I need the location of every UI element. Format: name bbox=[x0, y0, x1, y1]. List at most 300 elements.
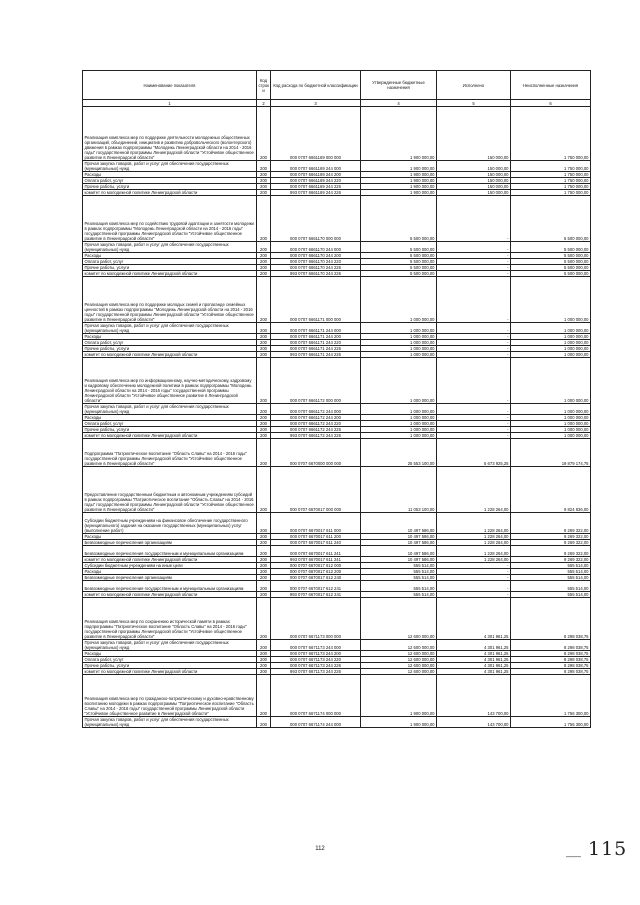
row-approved-amount: 11 053 100,00 bbox=[361, 467, 437, 513]
row-executed-amount: - bbox=[437, 346, 511, 352]
row-executed-amount: 4 301 961,25 bbox=[437, 598, 511, 640]
header-budget-code: Код расхода по бюджетной классификации bbox=[271, 71, 361, 100]
row-budget-code: 000 0707 6661172 000 000 bbox=[271, 358, 361, 404]
row-line-code: 200 bbox=[257, 196, 271, 242]
row-indicator-name: Прочие работы, услуги bbox=[83, 265, 257, 271]
header-unexecuted: Неисполненные назначения bbox=[511, 71, 591, 100]
row-executed-amount: - bbox=[437, 323, 511, 334]
row-executed-amount: 4 301 961,25 bbox=[437, 657, 511, 663]
row-budget-code: 000 0707 6670017 612 200 bbox=[271, 569, 361, 575]
table-row bbox=[83, 196, 591, 242]
row-executed-amount: 4 301 961,25 bbox=[437, 669, 511, 675]
row-approved-amount: 12 600 000,00 bbox=[361, 657, 437, 663]
row-executed-amount: 150 000,00 bbox=[437, 190, 511, 196]
row-approved-amount: 10 497 586,00 bbox=[361, 557, 437, 563]
row-unexecuted-amount: 555 514,00 bbox=[511, 569, 591, 575]
table-row bbox=[83, 640, 591, 651]
row-budget-code: 000 0707 6670017 000 000 bbox=[271, 467, 361, 513]
row-executed-amount: 4 301 961,25 bbox=[437, 651, 511, 657]
row-indicator-name: комитет по молодежной политике Ленинградской области bbox=[83, 271, 257, 277]
row-line-code: 200 bbox=[257, 651, 271, 657]
row-indicator-name: Прочие работы, услуги bbox=[83, 184, 257, 190]
row-approved-amount: 5 500 000,00 bbox=[361, 265, 437, 271]
table-row bbox=[83, 404, 591, 415]
row-line-code: 200 bbox=[257, 669, 271, 675]
row-approved-amount: 1 900 000,00 bbox=[361, 184, 437, 190]
row-line-code: 200 bbox=[257, 259, 271, 265]
row-executed-amount: - bbox=[437, 196, 511, 242]
row-budget-code: 000 0707 6661170 000 000 bbox=[271, 196, 361, 242]
row-unexecuted-amount: 5 500 000,00 bbox=[511, 259, 591, 265]
row-executed-amount: - bbox=[437, 433, 511, 439]
row-approved-amount: 1 000 000,00 bbox=[361, 340, 437, 346]
row-approved-amount: 12 600 000,00 bbox=[361, 669, 437, 675]
row-executed-amount: - bbox=[437, 277, 511, 323]
row-budget-code: 993 0707 6661169 244 226 bbox=[271, 190, 361, 196]
row-approved-amount: 1 900 000,00 bbox=[361, 675, 437, 717]
row-line-code: 200 bbox=[257, 190, 271, 196]
row-budget-code: 000 0707 6671173 244 200 bbox=[271, 651, 361, 657]
row-line-code: 200 bbox=[257, 598, 271, 640]
table-row bbox=[83, 358, 591, 404]
row-line-code: 200 bbox=[257, 513, 271, 534]
row-executed-amount: - bbox=[437, 563, 511, 569]
row-unexecuted-amount: 1 750 000,00 bbox=[511, 107, 591, 161]
row-indicator-name: Оплата работ, услуг bbox=[83, 657, 257, 663]
row-indicator-name: комитет по молодежной политике Ленинградской области bbox=[83, 352, 257, 358]
row-approved-amount: 1 000 000,00 bbox=[361, 433, 437, 439]
row-budget-code: 000 0707 6661170 244 200 bbox=[271, 253, 361, 259]
row-indicator-name: Прочая закупка товаров, работ и услуг для обеспечения государственных (муниципальных) нужд bbox=[83, 404, 257, 415]
row-executed-amount: - bbox=[437, 259, 511, 265]
row-budget-code: 000 0707 6661170 244 226 bbox=[271, 265, 361, 271]
row-executed-amount: 1 228 264,00 bbox=[437, 546, 511, 557]
row-executed-amount: 1 228 264,00 bbox=[437, 557, 511, 563]
row-unexecuted-amount: 8 298 038,75 bbox=[511, 657, 591, 663]
row-indicator-name: Расходы bbox=[83, 253, 257, 259]
row-line-code: 200 bbox=[257, 340, 271, 346]
row-budget-code: 993 0707 6661172 244 226 bbox=[271, 433, 361, 439]
row-approved-amount: 555 514,00 bbox=[361, 569, 437, 575]
row-approved-amount: 10 497 586,00 bbox=[361, 513, 437, 534]
row-executed-amount: 1 228 264,00 bbox=[437, 540, 511, 546]
row-indicator-name: Прочие работы, услуги bbox=[83, 663, 257, 669]
row-line-code: 200 bbox=[257, 265, 271, 271]
row-unexecuted-amount: 1 750 000,00 bbox=[511, 178, 591, 184]
row-indicator-name: Прочая закупка товаров, работ и услуг для обеспечения государственных (муниципальных) нужд bbox=[83, 161, 257, 172]
row-approved-amount: 555 514,00 bbox=[361, 581, 437, 592]
row-approved-amount: 1 000 000,00 bbox=[361, 421, 437, 427]
row-budget-code: 000 0707 6661172 244 000 bbox=[271, 404, 361, 415]
row-approved-amount: 5 500 000,00 bbox=[361, 196, 437, 242]
row-executed-amount: - bbox=[437, 575, 511, 581]
row-budget-code: 993 0707 6671173 244 226 bbox=[271, 669, 361, 675]
row-line-code: 200 bbox=[257, 161, 271, 172]
row-budget-code: 000 0707 6670017 611 241 bbox=[271, 546, 361, 557]
row-line-code: 200 bbox=[257, 675, 271, 717]
row-indicator-name: Оплата работ, услуг bbox=[83, 178, 257, 184]
row-approved-amount: 1 000 000,00 bbox=[361, 323, 437, 334]
row-approved-amount: 1 900 000,00 bbox=[361, 161, 437, 172]
table-row bbox=[83, 107, 591, 161]
row-budget-code: 000 0707 6671173 000 000 bbox=[271, 598, 361, 640]
row-executed-amount: - bbox=[437, 358, 511, 404]
row-line-code: 200 bbox=[257, 540, 271, 546]
row-indicator-name: Оплата работ, услуг bbox=[83, 259, 257, 265]
row-unexecuted-amount: 1 000 000,00 bbox=[511, 277, 591, 323]
row-executed-amount: - bbox=[437, 253, 511, 259]
row-budget-code: 000 0707 6670017 612 000 bbox=[271, 563, 361, 569]
table-body bbox=[83, 107, 591, 728]
row-approved-amount: 12 600 000,00 bbox=[361, 640, 437, 651]
row-unexecuted-amount: 9 269 322,00 bbox=[511, 534, 591, 540]
row-indicator-name: Расходы bbox=[83, 334, 257, 340]
row-line-code: 200 bbox=[257, 271, 271, 277]
row-budget-code: 993 0707 6661171 244 226 bbox=[271, 352, 361, 358]
table-row bbox=[83, 439, 591, 467]
row-executed-amount: 1 228 264,00 bbox=[437, 513, 511, 534]
row-budget-code: 000 0707 6671174 244 000 bbox=[271, 717, 361, 728]
row-budget-code: 000 0707 6661171 244 200 bbox=[271, 334, 361, 340]
row-unexecuted-amount: 1 000 000,00 bbox=[511, 404, 591, 415]
row-approved-amount: 1 900 000,00 bbox=[361, 172, 437, 178]
index-cell: 6 bbox=[511, 100, 591, 107]
row-unexecuted-amount: 5 500 000,00 bbox=[511, 271, 591, 277]
row-indicator-name: Расходы bbox=[83, 651, 257, 657]
index-cell: 1 bbox=[83, 100, 257, 107]
row-unexecuted-amount: 1 000 000,00 bbox=[511, 346, 591, 352]
row-executed-amount: - bbox=[437, 421, 511, 427]
row-executed-amount: - bbox=[437, 569, 511, 575]
row-indicator-name: Прочая закупка товаров, работ и услуг для обеспечения государственных (муниципальных) нужд bbox=[83, 640, 257, 651]
table-row bbox=[83, 581, 591, 592]
row-line-code: 200 bbox=[257, 575, 271, 581]
row-approved-amount: 25 553 100,00 bbox=[361, 439, 437, 467]
row-line-code: 200 bbox=[257, 253, 271, 259]
row-executed-amount: - bbox=[437, 427, 511, 433]
row-approved-amount: 555 514,00 bbox=[361, 592, 437, 598]
row-approved-amount: 5 500 000,00 bbox=[361, 271, 437, 277]
row-unexecuted-amount: 9 824 836,00 bbox=[511, 467, 591, 513]
row-budget-code: 000 0707 6661169 244 000 bbox=[271, 161, 361, 172]
row-executed-amount: 5 673 925,25 bbox=[437, 439, 511, 467]
row-executed-amount: 4 301 961,25 bbox=[437, 663, 511, 669]
row-executed-amount: 143 700,00 bbox=[437, 675, 511, 717]
row-indicator-name: Безвозмездные перечисления государственным и муниципальным организациям bbox=[83, 581, 257, 592]
row-unexecuted-amount: 1 756 300,00 bbox=[511, 675, 591, 717]
row-indicator-name: Субсидии бюджетным учреждениям на финансовое обеспечение государственного (муниципального) задания на оказание государственных (муниципальных) услуг (выполнение работ) bbox=[83, 513, 257, 534]
row-budget-code: 000 0707 6661169 244 200 bbox=[271, 172, 361, 178]
row-approved-amount: 10 497 586,00 bbox=[361, 534, 437, 540]
row-executed-amount: - bbox=[437, 415, 511, 421]
row-budget-code: 000 0707 6671174 000 000 bbox=[271, 675, 361, 717]
row-budget-code: 000 0707 6661169 244 220 bbox=[271, 178, 361, 184]
row-approved-amount: 1 000 000,00 bbox=[361, 358, 437, 404]
row-indicator-name: Реализация комплекса мер по гражданско-патриотическому и духовно-нравственному воспитанию молодежи в рамках подпрограммы "Патриотическое воспитание "Область Славы" на 2014 - 2016 годы" государственной программы Ленинградской области "Устойчивое общественное развитие в Ленинградской области" bbox=[83, 675, 257, 717]
row-budget-code: 000 0707 6671173 244 226 bbox=[271, 663, 361, 669]
row-unexecuted-amount: 555 514,00 bbox=[511, 563, 591, 569]
table-row bbox=[83, 546, 591, 557]
row-unexecuted-amount: 8 298 038,75 bbox=[511, 640, 591, 651]
header-line-code: Код строк и bbox=[257, 71, 271, 100]
row-approved-amount: 12 600 000,00 bbox=[361, 598, 437, 640]
row-budget-code: 000 0707 6661169 000 000 bbox=[271, 107, 361, 161]
row-line-code: 200 bbox=[257, 467, 271, 513]
row-approved-amount: 1 900 000,00 bbox=[361, 190, 437, 196]
row-unexecuted-amount: 1 000 000,00 bbox=[511, 415, 591, 421]
row-unexecuted-amount: 8 298 038,75 bbox=[511, 663, 591, 669]
row-unexecuted-amount: 5 500 000,00 bbox=[511, 196, 591, 242]
row-executed-amount: 150 000,00 bbox=[437, 184, 511, 190]
row-indicator-name: Оплата работ, услуг bbox=[83, 340, 257, 346]
row-approved-amount: 1 000 000,00 bbox=[361, 277, 437, 323]
row-budget-code: 000 0707 6671173 244 000 bbox=[271, 640, 361, 651]
row-executed-amount: 150 000,00 bbox=[437, 107, 511, 161]
row-approved-amount: 5 500 000,00 bbox=[361, 242, 437, 253]
stamp-dash: —— bbox=[566, 852, 580, 861]
row-approved-amount: 1 000 000,00 bbox=[361, 415, 437, 421]
row-indicator-name: Расходы bbox=[83, 415, 257, 421]
row-line-code: 200 bbox=[257, 421, 271, 427]
row-indicator-name: Безвозмездные перечисления организациям bbox=[83, 575, 257, 581]
row-executed-amount: - bbox=[437, 592, 511, 598]
row-approved-amount: 555 514,00 bbox=[361, 575, 437, 581]
row-budget-code: 000 0707 6670017 612 240 bbox=[271, 575, 361, 581]
row-unexecuted-amount: 9 269 322,00 bbox=[511, 540, 591, 546]
index-cell: 5 bbox=[437, 100, 511, 107]
row-indicator-name: Реализация комплекса мер по информационному, научно-методическому, кадровому и кадровому обеспечению молодежной политики в рамках подпрограммы "Молодежь Ленинградской области на 2014 - 2016 годы" государственной программы Ленинградской области "Устойчивое общественное развитие в Ленинградской области" bbox=[83, 358, 257, 404]
table-row bbox=[83, 277, 591, 323]
table-row bbox=[83, 717, 591, 728]
row-executed-amount: - bbox=[437, 265, 511, 271]
row-unexecuted-amount: 555 514,00 bbox=[511, 575, 591, 581]
row-budget-code: 000 0707 6670017 611 240 bbox=[271, 540, 361, 546]
row-approved-amount: 10 497 586,00 bbox=[361, 540, 437, 546]
row-unexecuted-amount: 5 500 000,00 bbox=[511, 253, 591, 259]
row-line-code: 200 bbox=[257, 242, 271, 253]
row-indicator-name: Прочие работы, услуги bbox=[83, 346, 257, 352]
table-row bbox=[83, 598, 591, 640]
row-indicator-name: комитет по молодежной политике Ленинградской области bbox=[83, 433, 257, 439]
row-line-code: 200 bbox=[257, 663, 271, 669]
row-budget-code: 000 0707 6661170 244 220 bbox=[271, 259, 361, 265]
row-unexecuted-amount: 1 000 000,00 bbox=[511, 427, 591, 433]
row-unexecuted-amount: 1 000 000,00 bbox=[511, 340, 591, 346]
row-approved-amount: 1 000 000,00 bbox=[361, 404, 437, 415]
row-line-code: 200 bbox=[257, 592, 271, 598]
row-approved-amount: 1 000 000,00 bbox=[361, 334, 437, 340]
row-line-code: 200 bbox=[257, 427, 271, 433]
row-budget-code: 000 0707 6661172 244 220 bbox=[271, 421, 361, 427]
row-indicator-name: Безвозмездные перечисления организациям bbox=[83, 540, 257, 546]
row-unexecuted-amount: 9 269 322,00 bbox=[511, 557, 591, 563]
row-executed-amount: 150 000,00 bbox=[437, 172, 511, 178]
row-approved-amount: 12 600 000,00 bbox=[361, 651, 437, 657]
row-unexecuted-amount: 1 750 000,00 bbox=[511, 190, 591, 196]
table-row bbox=[83, 467, 591, 513]
row-unexecuted-amount: 1 000 000,00 bbox=[511, 352, 591, 358]
row-line-code: 200 bbox=[257, 184, 271, 190]
table-index-row bbox=[83, 100, 591, 107]
row-executed-amount: - bbox=[437, 271, 511, 277]
row-indicator-name: Прочая закупка товаров, работ и услуг для обеспечения государственных (муниципальных) нужд bbox=[83, 717, 257, 728]
row-indicator-name: Реализация комплекса мер по поддержке деятельности молодежных общественных организаций, объединений, инициатив и развитию добровольческого (волонтерского) движения в рамках подпрограммы "Молодежь Ленинградской области на 2014 - 2016 годы" государственной программы Ленинградской области "Устойчивое общественное развитие в Ленинградской области" bbox=[83, 107, 257, 161]
row-unexecuted-amount: 1 000 000,00 bbox=[511, 334, 591, 340]
header-approved: Утвержденные бюджетные назначения bbox=[361, 71, 437, 100]
row-indicator-name: Реализация комплекса мер по содействию трудовой адаптации и занятости молодежи в рамках подпрограммы "Молодежь Ленинградской области на 2014 - 2016 годы" государственной программы Ленинградской области "Устойчивое общественное развитие в Ленинградской области" bbox=[83, 196, 257, 242]
row-indicator-name: Субсидии бюджетным учреждениям на иные цели bbox=[83, 563, 257, 569]
index-cell: 4 bbox=[361, 100, 437, 107]
row-indicator-name: Подпрограмма "Патриотическое воспитание "Область Славы" на 2014 - 2016 годы" государственной программы Ленинградской области "Устойчивое общественное развитие в Ленинградской области" bbox=[83, 439, 257, 467]
row-approved-amount: 10 497 586,00 bbox=[361, 546, 437, 557]
row-unexecuted-amount: 9 269 322,00 bbox=[511, 546, 591, 557]
row-approved-amount: 1 000 000,00 bbox=[361, 427, 437, 433]
row-budget-code: 000 0707 6670017 611 200 bbox=[271, 534, 361, 540]
row-unexecuted-amount: 1 756 300,00 bbox=[511, 717, 591, 728]
row-indicator-name: Прочая закупка товаров, работ и услуг для обеспечения государственных (муниципальных) нужд bbox=[83, 242, 257, 253]
row-budget-code: 000 0707 6661171 244 226 bbox=[271, 346, 361, 352]
row-executed-amount: - bbox=[437, 352, 511, 358]
report-sheet bbox=[82, 70, 590, 728]
row-line-code: 200 bbox=[257, 352, 271, 358]
row-approved-amount: 1 900 000,00 bbox=[361, 178, 437, 184]
index-cell: 3 bbox=[271, 100, 361, 107]
row-approved-amount: 1 000 000,00 bbox=[361, 352, 437, 358]
row-unexecuted-amount: 1 000 000,00 bbox=[511, 358, 591, 404]
row-line-code: 200 bbox=[257, 277, 271, 323]
row-indicator-name: Расходы bbox=[83, 569, 257, 575]
row-unexecuted-amount: 555 514,00 bbox=[511, 592, 591, 598]
row-unexecuted-amount: 5 500 000,00 bbox=[511, 265, 591, 271]
row-budget-code: 000 0707 6670017 611 000 bbox=[271, 513, 361, 534]
row-unexecuted-amount: 1 000 000,00 bbox=[511, 421, 591, 427]
row-approved-amount: 1 900 000,00 bbox=[361, 107, 437, 161]
row-line-code: 200 bbox=[257, 415, 271, 421]
table-header-row bbox=[83, 71, 591, 100]
row-line-code: 200 bbox=[257, 178, 271, 184]
row-line-code: 200 bbox=[257, 717, 271, 728]
row-indicator-name: Предоставление государственным бюджетным и автономным учреждениям субсидий в рамках подпрограммы "Патриотическое воспитание "Область Славы" на 2014 - 2016 годы" государственной программы Ленинградской области "Устойчивое общественное развитие в Ленинградской области" bbox=[83, 467, 257, 513]
row-indicator-name: Прочая закупка товаров, работ и услуг для обеспечения государственных (муниципальных) нужд bbox=[83, 323, 257, 334]
table-row bbox=[83, 242, 591, 253]
row-line-code: 200 bbox=[257, 334, 271, 340]
row-executed-amount: 1 228 264,00 bbox=[437, 534, 511, 540]
row-approved-amount: 5 500 000,00 bbox=[361, 259, 437, 265]
row-indicator-name: Расходы bbox=[83, 534, 257, 540]
index-cell: 2 bbox=[257, 100, 271, 107]
row-line-code: 200 bbox=[257, 657, 271, 663]
row-approved-amount: 5 500 000,00 bbox=[361, 253, 437, 259]
row-budget-code: 000 0707 6661172 244 200 bbox=[271, 415, 361, 421]
row-executed-amount: 150 000,00 bbox=[437, 178, 511, 184]
row-budget-code: 000 0707 6661172 244 226 bbox=[271, 427, 361, 433]
row-executed-amount: 1 228 264,00 bbox=[437, 467, 511, 513]
row-unexecuted-amount: 1 000 000,00 bbox=[511, 433, 591, 439]
row-unexecuted-amount: 1 750 000,00 bbox=[511, 161, 591, 172]
row-budget-code: 000 0707 6670017 612 241 bbox=[271, 581, 361, 592]
row-executed-amount: - bbox=[437, 340, 511, 346]
row-line-code: 200 bbox=[257, 557, 271, 563]
row-indicator-name: Реализация комплекса мер по поддержке молодых семей и пропаганде семейных ценностей в рамках подпрограммы "Молодежь Ленинградской области на 2014 - 2016 годы" государственной программы Ленинградской области "Устойчивое общественное развитие в Ленинградской области" bbox=[83, 277, 257, 323]
row-approved-amount: 1 000 000,00 bbox=[361, 346, 437, 352]
row-line-code: 200 bbox=[257, 569, 271, 575]
sheet-stamp-number: 115 bbox=[588, 838, 628, 860]
row-unexecuted-amount: 8 298 038,75 bbox=[511, 669, 591, 675]
row-indicator-name: Безвозмездные перечисления государственным и муниципальным организациям bbox=[83, 546, 257, 557]
row-unexecuted-amount: 8 298 038,75 bbox=[511, 651, 591, 657]
row-line-code: 200 bbox=[257, 534, 271, 540]
row-line-code: 200 bbox=[257, 433, 271, 439]
row-line-code: 200 bbox=[257, 640, 271, 651]
row-line-code: 200 bbox=[257, 581, 271, 592]
row-indicator-name: комитет по молодежной политике Ленинградской области bbox=[83, 557, 257, 563]
budget-execution-table bbox=[82, 70, 591, 728]
row-executed-amount: - bbox=[437, 242, 511, 253]
row-indicator-name: Реализация комплекса мер по сохранению исторической памяти в рамках подпрограммы "Патриотическое воспитание "Область Славы" на 2014 - 2016 годы" государственной программы Ленинградской области "Устойчивое общественное развитие в Ленинградской области" bbox=[83, 598, 257, 640]
row-budget-code: 000 0707 6661171 000 000 bbox=[271, 277, 361, 323]
row-line-code: 200 bbox=[257, 107, 271, 161]
row-executed-amount: 143 700,00 bbox=[437, 717, 511, 728]
header-indicator-name: Наименование показателя bbox=[83, 71, 257, 100]
row-indicator-name: Расходы bbox=[83, 172, 257, 178]
row-budget-code: 993 0707 6661170 244 226 bbox=[271, 271, 361, 277]
row-indicator-name: комитет по молодежной политике Ленинградской области bbox=[83, 669, 257, 675]
table-row bbox=[83, 323, 591, 334]
row-unexecuted-amount: 19 879 174,75 bbox=[511, 439, 591, 467]
row-line-code: 200 bbox=[257, 439, 271, 467]
row-executed-amount: 4 301 961,25 bbox=[437, 640, 511, 651]
row-approved-amount: 12 600 000,00 bbox=[361, 663, 437, 669]
row-unexecuted-amount: 1 000 000,00 bbox=[511, 323, 591, 334]
row-budget-code: 000 0707 6671173 244 220 bbox=[271, 657, 361, 663]
row-budget-code: 000 0707 6661170 244 000 bbox=[271, 242, 361, 253]
row-indicator-name: Оплата работ, услуг bbox=[83, 421, 257, 427]
row-line-code: 200 bbox=[257, 346, 271, 352]
row-unexecuted-amount: 9 269 322,00 bbox=[511, 513, 591, 534]
row-executed-amount: - bbox=[437, 334, 511, 340]
row-budget-code: 000 0707 6661171 244 220 bbox=[271, 340, 361, 346]
row-indicator-name: Прочие работы, услуги bbox=[83, 427, 257, 433]
row-approved-amount: 555 514,00 bbox=[361, 563, 437, 569]
row-approved-amount: 1 900 000,00 bbox=[361, 717, 437, 728]
row-unexecuted-amount: 8 298 038,75 bbox=[511, 598, 591, 640]
row-line-code: 200 bbox=[257, 172, 271, 178]
row-line-code: 200 bbox=[257, 358, 271, 404]
row-line-code: 200 bbox=[257, 563, 271, 569]
row-executed-amount: - bbox=[437, 404, 511, 415]
row-line-code: 200 bbox=[257, 404, 271, 415]
header-executed: Исполнено bbox=[437, 71, 511, 100]
row-line-code: 200 bbox=[257, 323, 271, 334]
row-executed-amount: - bbox=[437, 581, 511, 592]
table-row bbox=[83, 161, 591, 172]
table-row bbox=[83, 513, 591, 534]
row-unexecuted-amount: 5 500 000,00 bbox=[511, 242, 591, 253]
row-unexecuted-amount: 1 750 000,00 bbox=[511, 172, 591, 178]
row-budget-code: 000 0707 6661169 244 226 bbox=[271, 184, 361, 190]
row-budget-code: 000 0707 6661171 244 000 bbox=[271, 323, 361, 334]
row-unexecuted-amount: 1 750 000,00 bbox=[511, 184, 591, 190]
row-executed-amount: 150 000,00 bbox=[437, 161, 511, 172]
row-indicator-name: комитет по молодежной политике Ленинградской области bbox=[83, 592, 257, 598]
row-line-code: 200 bbox=[257, 546, 271, 557]
row-indicator-name: комитет по молодежной политике Ленинградской области bbox=[83, 190, 257, 196]
page-number: 112 bbox=[315, 846, 325, 852]
row-unexecuted-amount: 555 514,00 bbox=[511, 581, 591, 592]
row-budget-code: 993 0707 6670017 611 241 bbox=[271, 557, 361, 563]
row-budget-code: 993 0707 6670017 612 241 bbox=[271, 592, 361, 598]
row-budget-code: 000 0707 6670000 000 000 bbox=[271, 439, 361, 467]
